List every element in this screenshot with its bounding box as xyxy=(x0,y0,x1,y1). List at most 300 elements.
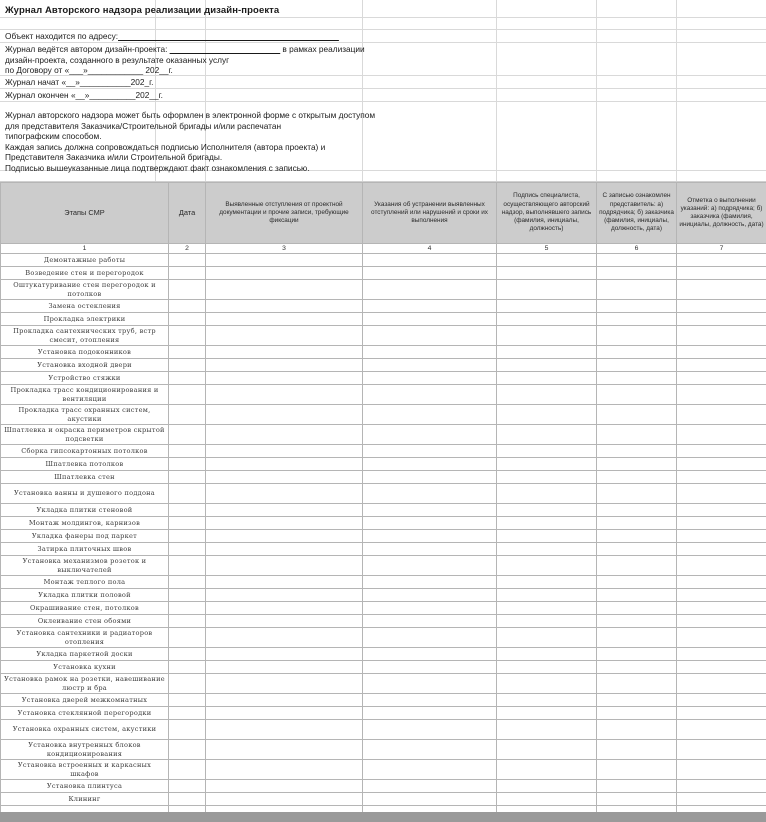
stage-cell: Шпатлевка стен xyxy=(1,471,169,484)
signature-cell[interactable] xyxy=(497,313,597,326)
signature-cell[interactable] xyxy=(497,385,597,405)
date-cell[interactable] xyxy=(169,576,206,589)
acknowledged-cell[interactable] xyxy=(597,661,677,674)
stage-cell: Установка сантехники и радиаторов отопления xyxy=(1,628,169,648)
instructions-cell[interactable] xyxy=(363,300,497,313)
deviations-cell[interactable] xyxy=(206,300,363,313)
instructions-cell[interactable] xyxy=(363,674,497,694)
deviations-cell[interactable] xyxy=(206,760,363,780)
column-header-acknowledged: С записью ознакомлен представитель: а) подрядчика; б) заказчика (фамилия, инициалы, должность, дата) xyxy=(597,183,677,244)
acknowledged-cell[interactable] xyxy=(597,674,677,694)
acknowledged-cell[interactable] xyxy=(597,504,677,517)
table-row xyxy=(1,780,766,793)
acknowledged-cell[interactable] xyxy=(597,471,677,484)
deviations-cell[interactable] xyxy=(206,280,363,300)
completion-cell[interactable] xyxy=(677,254,766,267)
instructions-cell[interactable] xyxy=(363,694,497,707)
date-cell[interactable] xyxy=(169,346,206,359)
instructions-cell[interactable] xyxy=(363,484,497,504)
deviations-cell[interactable] xyxy=(206,471,363,484)
date-cell[interactable] xyxy=(169,504,206,517)
column-number: 2 xyxy=(169,244,206,254)
notice-line: Представителя Заказчика и/или Строительной бригады. xyxy=(5,152,223,163)
address-label: Объект находится по адресу: xyxy=(5,30,119,41)
signature-cell[interactable] xyxy=(497,661,597,674)
completion-cell[interactable] xyxy=(677,628,766,648)
signature-cell[interactable] xyxy=(497,326,597,346)
acknowledged-cell[interactable] xyxy=(597,313,677,326)
completion-cell[interactable] xyxy=(677,517,766,530)
date-cell[interactable] xyxy=(169,254,206,267)
signature-cell[interactable] xyxy=(497,405,597,425)
notice-line: типографским способом. xyxy=(5,131,102,142)
signature-cell[interactable] xyxy=(497,556,597,576)
deviations-cell[interactable] xyxy=(206,615,363,628)
deviations-cell[interactable] xyxy=(206,458,363,471)
date-cell[interactable] xyxy=(169,674,206,694)
deviations-cell[interactable] xyxy=(206,445,363,458)
deviations-cell[interactable] xyxy=(206,543,363,556)
signature-cell[interactable] xyxy=(497,648,597,661)
date-cell[interactable] xyxy=(169,359,206,372)
signature-cell[interactable] xyxy=(497,543,597,556)
date-cell[interactable] xyxy=(169,517,206,530)
deviations-cell[interactable] xyxy=(206,556,363,576)
acknowledged-cell[interactable] xyxy=(597,346,677,359)
completion-cell[interactable] xyxy=(677,720,766,740)
signature-cell[interactable] xyxy=(497,359,597,372)
deviations-cell[interactable] xyxy=(206,780,363,793)
completion-cell[interactable] xyxy=(677,615,766,628)
column-header-instructions: Указания об устранении выявленных отступлений или нарушений и сроки их выполнения xyxy=(363,183,497,244)
deviations-cell[interactable] xyxy=(206,530,363,543)
signature-cell[interactable] xyxy=(497,740,597,760)
acknowledged-cell[interactable] xyxy=(597,576,677,589)
signature-cell[interactable] xyxy=(497,445,597,458)
instructions-cell[interactable] xyxy=(363,793,497,806)
stage-cell: Затирка плиточных швов xyxy=(1,543,169,556)
date-cell[interactable] xyxy=(169,300,206,313)
date-cell[interactable] xyxy=(169,694,206,707)
table-row xyxy=(1,517,766,530)
table-row xyxy=(1,372,766,385)
completion-cell[interactable] xyxy=(677,445,766,458)
notice-line: Каждая запись должна сопровождаться подписью Исполнителя (автора проекта) и xyxy=(5,141,326,152)
instructions-cell[interactable] xyxy=(363,576,497,589)
completion-cell[interactable] xyxy=(677,760,766,780)
signature-cell[interactable] xyxy=(497,254,597,267)
stage-cell: Прокладка трасс охранных систем, акустики xyxy=(1,405,169,425)
grid-hline xyxy=(0,42,766,43)
instructions-cell[interactable] xyxy=(363,661,497,674)
acknowledged-cell[interactable] xyxy=(597,458,677,471)
author-blank-line: _________________________ xyxy=(169,44,281,54)
acknowledged-cell[interactable] xyxy=(597,300,677,313)
instructions-cell[interactable] xyxy=(363,445,497,458)
journal-started-line: Журнал начат «__»___________202_г. xyxy=(5,76,154,87)
stage-cell: Оклеивание стен обоями xyxy=(1,615,169,628)
table-row xyxy=(1,504,766,517)
date-cell[interactable] xyxy=(169,556,206,576)
completion-cell[interactable] xyxy=(677,504,766,517)
stage-cell: Установка механизмов розеток и выключателей xyxy=(1,556,169,576)
stage-cell: Клининг xyxy=(1,793,169,806)
instructions-cell[interactable] xyxy=(363,267,497,280)
deviations-cell[interactable] xyxy=(206,385,363,405)
instructions-cell[interactable] xyxy=(363,530,497,543)
completion-cell[interactable] xyxy=(677,280,766,300)
author-label: Журнал ведётся автором дизайн-проекта: xyxy=(5,44,168,54)
journal-table xyxy=(0,182,766,817)
author-line-1 xyxy=(5,44,365,55)
signature-cell[interactable] xyxy=(497,458,597,471)
acknowledged-cell[interactable] xyxy=(597,780,677,793)
completion-cell[interactable] xyxy=(677,556,766,576)
column-header-date: Дата xyxy=(169,183,206,244)
date-cell[interactable] xyxy=(169,471,206,484)
instructions-cell[interactable] xyxy=(363,556,497,576)
completion-cell[interactable] xyxy=(677,359,766,372)
acknowledged-cell[interactable] xyxy=(597,648,677,661)
stage-cell: Установка встроенных и каркасных шкафов xyxy=(1,760,169,780)
deviations-cell[interactable] xyxy=(206,254,363,267)
deviations-cell[interactable] xyxy=(206,628,363,648)
contract-line: по Договору от «___»____________ 202__г. xyxy=(5,65,173,76)
acknowledged-cell[interactable] xyxy=(597,280,677,300)
deviations-cell[interactable] xyxy=(206,576,363,589)
column-number: 1 xyxy=(1,244,169,254)
instructions-cell[interactable] xyxy=(363,313,497,326)
stage-cell: Установка внутренных блоков кондиционирования xyxy=(1,740,169,760)
completion-cell[interactable] xyxy=(677,326,766,346)
stage-cell: Оштукатуривание стен перегородок и потолков xyxy=(1,280,169,300)
instructions-cell[interactable] xyxy=(363,405,497,425)
deviations-cell[interactable] xyxy=(206,707,363,720)
instructions-cell[interactable] xyxy=(363,720,497,740)
instructions-cell[interactable] xyxy=(363,372,497,385)
acknowledged-cell[interactable] xyxy=(597,602,677,615)
deviations-cell[interactable] xyxy=(206,589,363,602)
date-cell[interactable] xyxy=(169,760,206,780)
instructions-cell[interactable] xyxy=(363,346,497,359)
date-cell[interactable] xyxy=(169,385,206,405)
deviations-cell[interactable] xyxy=(206,372,363,385)
table-row xyxy=(1,385,766,405)
completion-cell[interactable] xyxy=(677,648,766,661)
deviations-cell[interactable] xyxy=(206,648,363,661)
notice-line: Журнал авторского надзора может быть оформлен в электронной форме с открытым доступом xyxy=(5,110,376,120)
deviations-cell[interactable] xyxy=(206,740,363,760)
deviations-cell[interactable] xyxy=(206,425,363,445)
table-row xyxy=(1,313,766,326)
acknowledged-cell[interactable] xyxy=(597,405,677,425)
date-cell[interactable] xyxy=(169,589,206,602)
completion-cell[interactable] xyxy=(677,576,766,589)
stage-cell: Установка кухни xyxy=(1,661,169,674)
completion-cell[interactable] xyxy=(677,471,766,484)
stage-cell: Установка стеклянной перегородки xyxy=(1,707,169,720)
instructions-cell[interactable] xyxy=(363,589,497,602)
acknowledged-cell[interactable] xyxy=(597,793,677,806)
stage-cell: Укладка плитки половой xyxy=(1,589,169,602)
date-cell[interactable] xyxy=(169,372,206,385)
table-row xyxy=(1,458,766,471)
stage-cell: Установка плинтуса xyxy=(1,780,169,793)
table-row xyxy=(1,405,766,425)
completion-cell[interactable] xyxy=(677,661,766,674)
stage-cell: Укладка паркетной доски xyxy=(1,648,169,661)
column-header-signature: Подпись специалиста, осуществляющего авторский надзор, выполнявшего запись (фамилия, инициалы, должность) xyxy=(497,183,597,244)
instructions-cell[interactable] xyxy=(363,517,497,530)
completion-cell[interactable] xyxy=(677,793,766,806)
acknowledged-cell[interactable] xyxy=(597,425,677,445)
signature-cell[interactable] xyxy=(497,615,597,628)
instructions-cell[interactable] xyxy=(363,602,497,615)
deviations-cell[interactable] xyxy=(206,346,363,359)
instructions-cell[interactable] xyxy=(363,628,497,648)
acknowledged-cell[interactable] xyxy=(597,720,677,740)
signature-cell[interactable] xyxy=(497,628,597,648)
acknowledged-cell[interactable] xyxy=(597,556,677,576)
signature-cell[interactable] xyxy=(497,674,597,694)
journal-finished-line: Журнал окончен «__»__________202__г. xyxy=(5,89,163,100)
table-row xyxy=(1,740,766,760)
acknowledged-cell[interactable] xyxy=(597,484,677,504)
completion-cell[interactable] xyxy=(677,780,766,793)
deviations-cell[interactable] xyxy=(206,793,363,806)
instructions-cell[interactable] xyxy=(363,760,497,780)
completion-cell[interactable] xyxy=(677,267,766,280)
date-cell[interactable] xyxy=(169,648,206,661)
acknowledged-cell[interactable] xyxy=(597,543,677,556)
instructions-cell[interactable] xyxy=(363,543,497,556)
acknowledged-cell[interactable] xyxy=(597,326,677,346)
column-number: 6 xyxy=(597,244,677,254)
completion-cell[interactable] xyxy=(677,740,766,760)
stage-cell: Сборка гипсокартонных потолков xyxy=(1,445,169,458)
completion-cell[interactable] xyxy=(677,405,766,425)
signature-cell[interactable] xyxy=(497,372,597,385)
deviations-cell[interactable] xyxy=(206,359,363,372)
deviations-cell[interactable] xyxy=(206,484,363,504)
instructions-cell[interactable] xyxy=(363,471,497,484)
deviations-cell[interactable] xyxy=(206,674,363,694)
instructions-cell[interactable] xyxy=(363,504,497,517)
signature-cell[interactable] xyxy=(497,471,597,484)
form-header-area xyxy=(0,0,766,182)
acknowledged-cell[interactable] xyxy=(597,359,677,372)
date-cell[interactable] xyxy=(169,405,206,425)
stage-cell: Монтаж теплого пола xyxy=(1,576,169,589)
completion-cell[interactable] xyxy=(677,674,766,694)
stage-cell: Шпатлевка потолков xyxy=(1,458,169,471)
date-cell[interactable] xyxy=(169,267,206,280)
completion-cell[interactable] xyxy=(677,458,766,471)
table-row xyxy=(1,326,766,346)
signature-cell[interactable] xyxy=(497,720,597,740)
deviations-cell[interactable] xyxy=(206,602,363,615)
completion-cell[interactable] xyxy=(677,372,766,385)
completion-cell[interactable] xyxy=(677,425,766,445)
instructions-cell[interactable] xyxy=(363,615,497,628)
acknowledged-cell[interactable] xyxy=(597,267,677,280)
acknowledged-cell[interactable] xyxy=(597,760,677,780)
acknowledged-cell[interactable] xyxy=(597,372,677,385)
stage-cell: Установка ванны и душевого поддона xyxy=(1,484,169,504)
table-row xyxy=(1,530,766,543)
date-cell[interactable] xyxy=(169,326,206,346)
signature-cell[interactable] xyxy=(497,576,597,589)
completion-cell[interactable] xyxy=(677,385,766,405)
table-body xyxy=(1,254,766,817)
instructions-cell[interactable] xyxy=(363,780,497,793)
signature-cell[interactable] xyxy=(497,267,597,280)
instructions-cell[interactable] xyxy=(363,359,497,372)
acknowledged-cell[interactable] xyxy=(597,707,677,720)
signature-cell[interactable] xyxy=(497,707,597,720)
completion-cell[interactable] xyxy=(677,602,766,615)
table-row xyxy=(1,694,766,707)
instructions-cell[interactable] xyxy=(363,385,497,405)
signature-cell[interactable] xyxy=(497,530,597,543)
date-cell[interactable] xyxy=(169,530,206,543)
instructions-cell[interactable] xyxy=(363,648,497,661)
date-cell[interactable] xyxy=(169,615,206,628)
acknowledged-cell[interactable] xyxy=(597,615,677,628)
deviations-cell[interactable] xyxy=(206,694,363,707)
acknowledged-cell[interactable] xyxy=(597,385,677,405)
date-cell[interactable] xyxy=(169,707,206,720)
deviations-cell[interactable] xyxy=(206,267,363,280)
date-cell[interactable] xyxy=(169,720,206,740)
stage-cell: Установка рамок на розетки, навешивание люстр и бра xyxy=(1,674,169,694)
completion-cell[interactable] xyxy=(677,589,766,602)
signature-cell[interactable] xyxy=(497,346,597,359)
date-cell[interactable] xyxy=(169,780,206,793)
completion-cell[interactable] xyxy=(677,300,766,313)
acknowledged-cell[interactable] xyxy=(597,254,677,267)
date-cell[interactable] xyxy=(169,484,206,504)
table-row xyxy=(1,300,766,313)
deviations-cell[interactable] xyxy=(206,326,363,346)
deviations-cell[interactable] xyxy=(206,405,363,425)
signature-cell[interactable] xyxy=(497,504,597,517)
date-cell[interactable] xyxy=(169,793,206,806)
acknowledged-cell[interactable] xyxy=(597,694,677,707)
date-cell[interactable] xyxy=(169,280,206,300)
table-row xyxy=(1,359,766,372)
date-cell[interactable] xyxy=(169,445,206,458)
date-cell[interactable] xyxy=(169,458,206,471)
stage-cell: Замена остекления xyxy=(1,300,169,313)
table-row xyxy=(1,793,766,806)
author-line-2: дизайн-проекта, созданного в результате оказанных услуг xyxy=(5,54,230,65)
instructions-cell[interactable] xyxy=(363,326,497,346)
signature-cell[interactable] xyxy=(497,793,597,806)
stage-cell: Шпатлевка и окраска периметров скрытой подсветки xyxy=(1,425,169,445)
date-cell[interactable] xyxy=(169,602,206,615)
instructions-cell[interactable] xyxy=(363,280,497,300)
column-header-deviations: Выявленные отступления от проектной документации и прочие записи, требующие фиксации xyxy=(206,183,363,244)
deviations-cell[interactable] xyxy=(206,313,363,326)
signature-cell[interactable] xyxy=(497,484,597,504)
grid-hline xyxy=(0,101,766,102)
instructions-cell[interactable] xyxy=(363,254,497,267)
completion-cell[interactable] xyxy=(677,313,766,326)
signature-cell[interactable] xyxy=(497,517,597,530)
date-cell[interactable] xyxy=(169,313,206,326)
table-row xyxy=(1,484,766,504)
table-row xyxy=(1,661,766,674)
signature-cell[interactable] xyxy=(497,760,597,780)
signature-cell[interactable] xyxy=(497,780,597,793)
completion-cell[interactable] xyxy=(677,346,766,359)
stage-cell: Установка охранных систем, акустики xyxy=(1,720,169,740)
instructions-cell[interactable] xyxy=(363,425,497,445)
instructions-cell[interactable] xyxy=(363,458,497,471)
table-row xyxy=(1,556,766,576)
deviations-cell[interactable] xyxy=(206,661,363,674)
column-number-row xyxy=(1,244,766,254)
completion-cell[interactable] xyxy=(677,694,766,707)
stage-cell: Установка подоконников xyxy=(1,346,169,359)
author-suffix: в рамках реализации xyxy=(282,44,365,54)
table-row xyxy=(1,628,766,648)
notice-line: Подписью вышеуказанные лица подтверждают факт ознакомления с записью. xyxy=(5,162,310,173)
column-number: 5 xyxy=(497,244,597,254)
completion-cell[interactable] xyxy=(677,530,766,543)
acknowledged-cell[interactable] xyxy=(597,589,677,602)
date-cell[interactable] xyxy=(169,425,206,445)
date-cell[interactable] xyxy=(169,740,206,760)
signature-cell[interactable] xyxy=(497,694,597,707)
deviations-cell[interactable] xyxy=(206,720,363,740)
column-number: 7 xyxy=(677,244,766,254)
acknowledged-cell[interactable] xyxy=(597,517,677,530)
signature-cell[interactable] xyxy=(497,425,597,445)
acknowledged-cell[interactable] xyxy=(597,628,677,648)
table-row xyxy=(1,425,766,445)
acknowledged-cell[interactable] xyxy=(597,530,677,543)
date-cell[interactable] xyxy=(169,661,206,674)
instructions-cell[interactable] xyxy=(363,740,497,760)
date-cell[interactable] xyxy=(169,543,206,556)
deviations-cell[interactable] xyxy=(206,517,363,530)
signature-cell[interactable] xyxy=(497,602,597,615)
acknowledged-cell[interactable] xyxy=(597,445,677,458)
table-row xyxy=(1,602,766,615)
table-row xyxy=(1,254,766,267)
completion-cell[interactable] xyxy=(677,484,766,504)
acknowledged-cell[interactable] xyxy=(597,740,677,760)
signature-cell[interactable] xyxy=(497,300,597,313)
table-row xyxy=(1,615,766,628)
stage-cell: Прокладка электрики xyxy=(1,313,169,326)
table-row xyxy=(1,471,766,484)
signature-cell[interactable] xyxy=(497,280,597,300)
column-number: 4 xyxy=(363,244,497,254)
completion-cell[interactable] xyxy=(677,543,766,556)
signature-cell[interactable] xyxy=(497,589,597,602)
column-header-completion: Отметка о выполнении указаний: а) подрядчика; б) заказчика (фамилия, инициалы, должность, дата) xyxy=(677,183,766,244)
instructions-cell[interactable] xyxy=(363,707,497,720)
table-row xyxy=(1,576,766,589)
date-cell[interactable] xyxy=(169,628,206,648)
stage-cell: Устройство стяжки xyxy=(1,372,169,385)
table-head xyxy=(1,183,766,254)
deviations-cell[interactable] xyxy=(206,504,363,517)
completion-cell[interactable] xyxy=(677,707,766,720)
